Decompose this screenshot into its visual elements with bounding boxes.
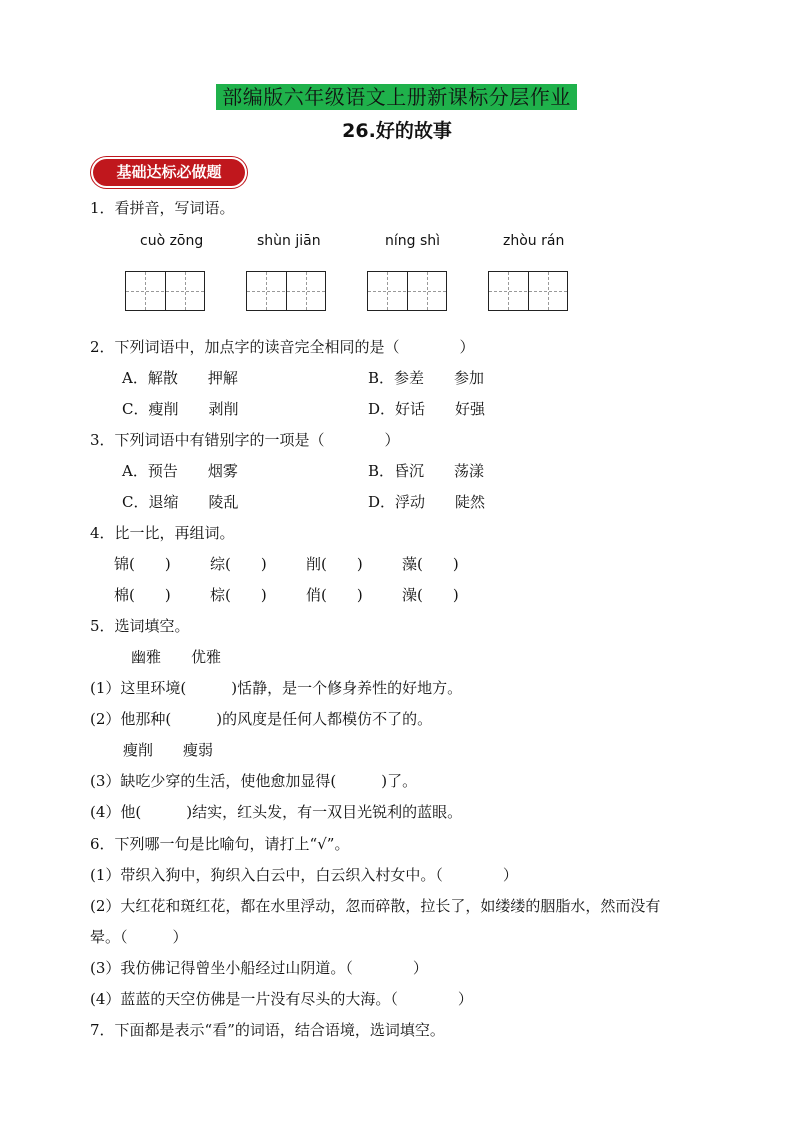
q1-pinyin-4: zhòu rán xyxy=(503,233,565,249)
series-banner: 部编版六年级语文上册新课标分层作业 xyxy=(216,84,577,110)
q4-item[interactable]: 俏( ) xyxy=(306,586,363,604)
q4-item[interactable]: 棕( ) xyxy=(210,586,267,604)
q1-writing-box-1[interactable] xyxy=(125,271,205,311)
q5-sentence-3[interactable]: (3）缺吃少穿的生活，使他愈加显得( )了。 xyxy=(90,772,418,790)
q7-stem: 7．下面都是表示“看”的词语，结合语境，选词填空。 xyxy=(90,1021,445,1039)
q4-item[interactable]: 综( ) xyxy=(210,555,267,573)
q2-stem: 2．下列词语中，加点字的读音完全相同的是（ ） xyxy=(90,338,475,356)
q6-sentence-4[interactable]: (4）蓝蓝的天空仿佛是一片没有尽头的大海。（ ） xyxy=(90,990,473,1008)
lesson-title: 26.好的故事 xyxy=(342,120,452,142)
q3-option-c[interactable]: C．退缩 陵乱 xyxy=(122,493,239,511)
q3-option-d[interactable]: D．浮动 陡然 xyxy=(368,493,486,511)
q2-option-a[interactable]: A．解散 押解 xyxy=(122,369,238,387)
q6-stem: 6．下列哪一句是比喻句，请打上“√”。 xyxy=(90,835,350,853)
q1-pinyin-1: cuò zōng xyxy=(140,233,204,249)
q1-pinyin-3: níng shì xyxy=(385,233,441,249)
q5-sentence-2[interactable]: (2）他那种( )的风度是任何人都模仿不了的。 xyxy=(90,710,433,728)
q1-writing-box-2[interactable] xyxy=(246,271,326,311)
q1-writing-box-3[interactable] xyxy=(367,271,447,311)
q5-word-choices-2: 瘦削 瘦弱 xyxy=(123,741,214,759)
q5-word-choices-1: 幽雅 优雅 xyxy=(131,648,222,666)
q4-item[interactable]: 藻( ) xyxy=(402,555,459,573)
q5-stem: 5．选词填空。 xyxy=(90,617,190,635)
q5-sentence-1[interactable]: (1）这里环境( )恬静，是一个修身养性的好地方。 xyxy=(90,679,463,697)
q2-option-c[interactable]: C．瘦削 剥削 xyxy=(122,400,239,418)
q6-sentence-3[interactable]: (3）我仿佛记得曾坐小船经过山阴道。（ ） xyxy=(90,959,428,977)
q2-option-d[interactable]: D．好话 好强 xyxy=(368,400,486,418)
q6-sentence-1[interactable]: (1）带织入狗中，狗织入白云中，白云织入村女中。（ ） xyxy=(90,866,518,884)
q4-item[interactable]: 棉( ) xyxy=(114,586,171,604)
q5-sentence-4[interactable]: (4）他( )结实，红头发，有一双目光锐利的蓝眼。 xyxy=(90,803,463,821)
q4-item[interactable]: 削( ) xyxy=(306,555,363,573)
q6-sentence-2-continued[interactable]: 晕。（ ） xyxy=(90,928,188,946)
q1-pinyin-2: shùn jiān xyxy=(257,233,321,249)
q4-item[interactable]: 锦( ) xyxy=(114,555,171,573)
q3-option-a[interactable]: A．预告 烟雾 xyxy=(122,462,238,480)
q3-option-b[interactable]: B．昏沉 荡漾 xyxy=(368,462,485,480)
q3-stem: 3．下列词语中有错别字的一项是（ ） xyxy=(90,431,400,449)
q1-stem: 1．看拼音，写词语。 xyxy=(90,199,235,217)
section-badge: 基础达标必做题 xyxy=(93,159,245,186)
q2-option-b[interactable]: B．参差 参加 xyxy=(368,369,485,387)
q4-stem: 4．比一比，再组词。 xyxy=(90,524,235,542)
q1-writing-box-4[interactable] xyxy=(488,271,568,311)
q4-item[interactable]: 澡( ) xyxy=(402,586,459,604)
q6-sentence-2[interactable]: (2）大红花和斑红花，都在水里浮动，忽而碎散，拉长了，如缕缕的胭脂水，然而没有 xyxy=(90,897,661,915)
